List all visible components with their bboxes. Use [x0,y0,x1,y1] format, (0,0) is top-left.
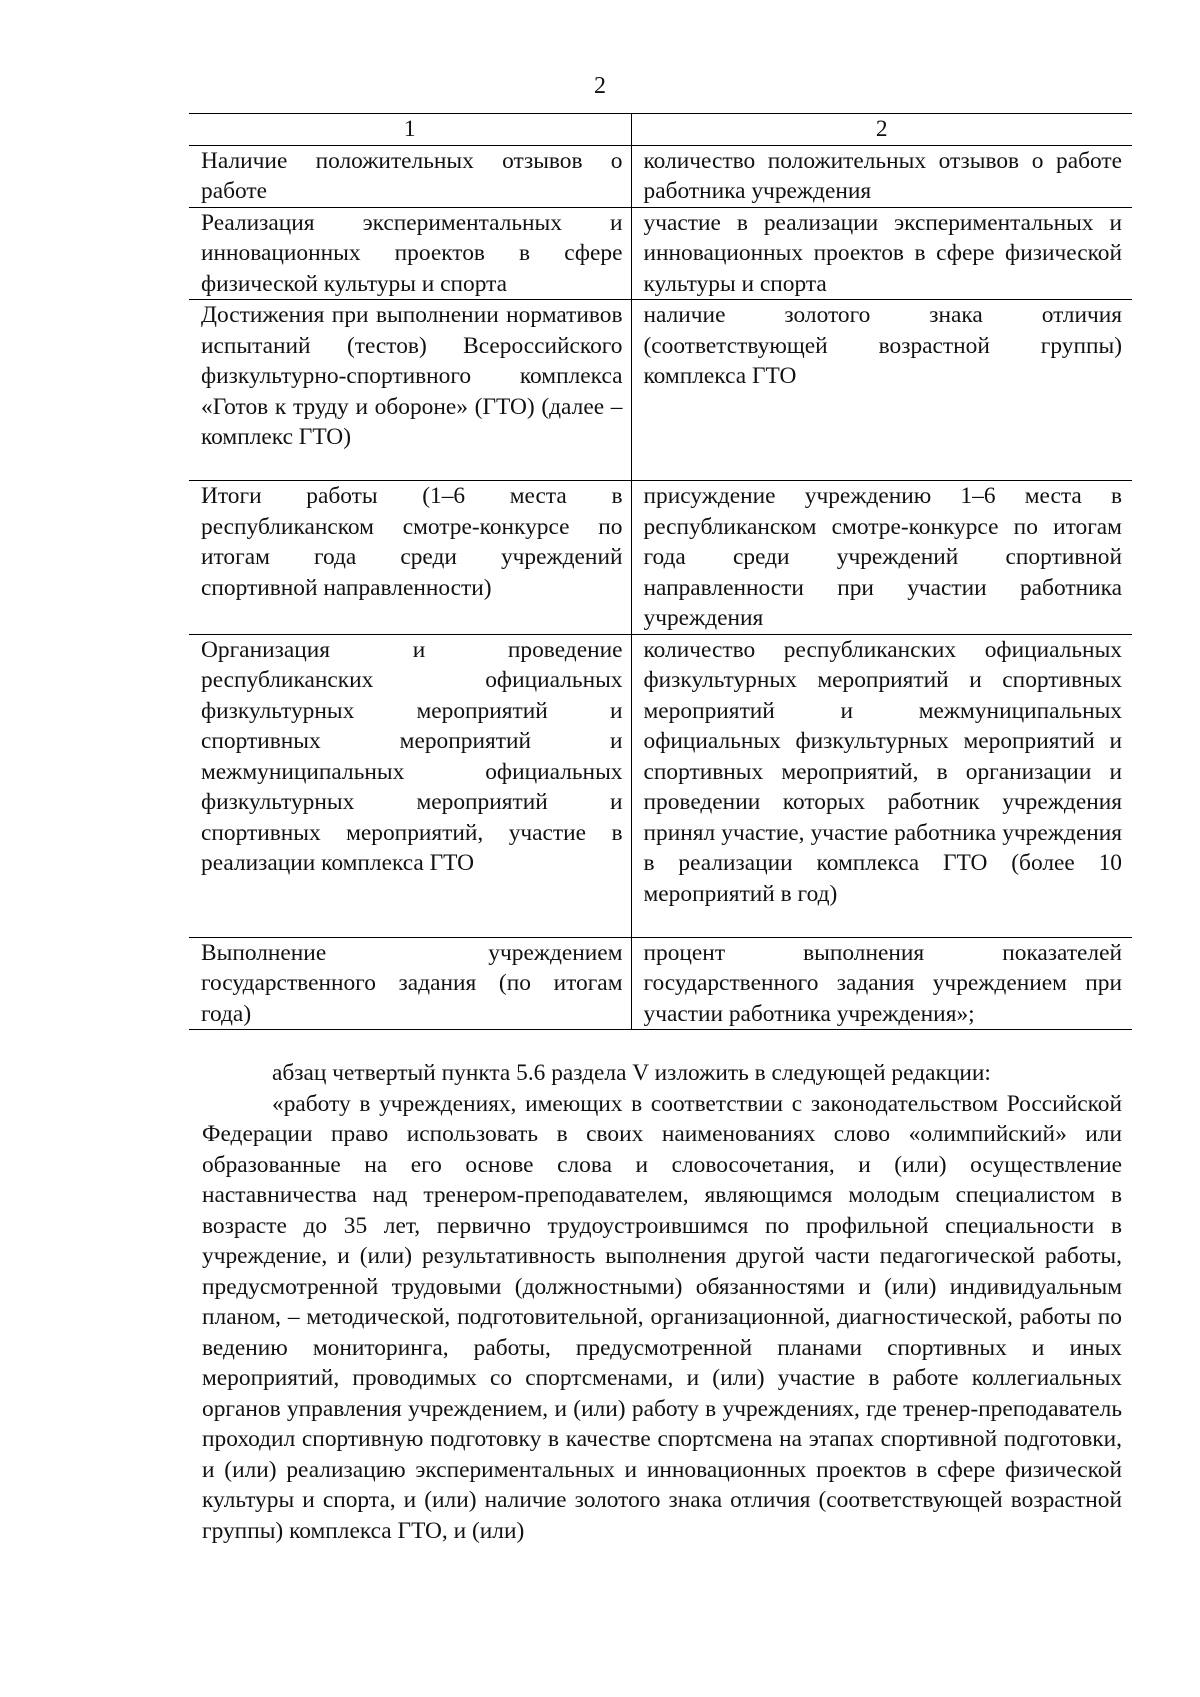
column-header-1: 1 [189,114,631,146]
criteria-table [189,113,1132,1030]
criterion-cell: Выполнение учреждением государственного задания (по итогам года) [189,937,631,1030]
criterion-cell: Итоги работы (1–6 места в республиканском смотре-конкурсе по итогам года среди учреждений спортивной направленности) [189,481,631,635]
column-header-2: 2 [631,114,1132,146]
indicator-cell: процент выполнения показателей государственного задания учреждением при участии работника учреждения»; [631,937,1132,1030]
criterion-cell: Достижения при выполнении нормативов испытаний (тестов) Всероссийского физкультурно-спортивного комплекса «Готов к труду и обороне» (ГТО) (далее – комплекс ГТО) [189,300,631,481]
criterion-cell: Организация и проведение республиканских официальных физкультурных мероприятий и спортивных мероприятий и межмуниципальных официальных физкультурных мероприятий и спортивных мероприятий, участие в реализации комплекса ГТО [189,634,631,937]
indicator-cell: присуждение учреждению 1–6 места в республиканском смотре-конкурсе по итогам года среди учреждений спортивной направленности при участии работника учреждения [631,481,1132,635]
table-row [189,937,1132,1030]
page-number: 2 [594,73,606,99]
table-row [189,634,1132,937]
indicator-cell: количество республиканских официальных физкультурных мероприятий и спортивных мероприятий и межмуниципальных официальных физкультурных мероприятий и спортивных мероприятий, в организации и проведении которых работник учреждения принял участие, участие работника учреждения в реализации комплекса ГТО (более 10 мероприятий в год) [631,634,1132,937]
table-row [189,481,1132,635]
indicator-cell: участие в реализации экспериментальных и инновационных проектов в сфере физической культуры и спорта [631,207,1132,300]
criterion-cell: Наличие положительных отзывов о работе [189,145,631,207]
table-row [189,145,1132,207]
amendment-text [202,1058,1122,1546]
table-row [189,207,1132,300]
indicator-cell: количество положительных отзывов о работе работника учреждения [631,145,1132,207]
criterion-cell: Реализация экспериментальных и инновационных проектов в сфере физической культуры и спорта [189,207,631,300]
paragraph: «работу в учреждениях, имеющих в соответствии с законодательством Российской Федерации право использовать в своих наименованиях слово «олимпийский» или образованные на его основе слова и словосочетания, и (или) осуществление наставничества над тренером-преподавателем, являющимся молодым специалистом в возрасте до 35 лет, первично трудоустроившимся по профильной специальности в учреждение, и (или) результативность выполнения другой части педагогической работы, предусмотренной трудовыми (должностными) обязанностями и (или) индивидуальным планом, – методической, подготовительной, организационной, диагностической, работы по ведению мониторинга, работы, предусмотренной планами спортивных и иных мероприятий, проводимых со спортсменами, и (или) участие в работе коллегиальных органов управления учреждением, и (или) работу в учреждениях, где тренер-преподаватель проходил спортивную подготовку в качестве спортсмена на этапах спортивной подготовки, и (или) реализацию экспериментальных и инновационных проектов в сфере физической культуры и спорта, и (или) наличие золотого знака отличия (соответствующей возрастной группы) комплекса ГТО, и (или) [202,1090,1122,1544]
indicator-cell: наличие золотого знака отличия (соответствующей возрастной группы) комплекса ГТО [631,300,1132,481]
table-header-row [189,114,1132,146]
paragraph: абзац четвертый пункта 5.6 раздела V изложить в следующей редакции: [272,1060,991,1086]
table-row [189,300,1132,481]
